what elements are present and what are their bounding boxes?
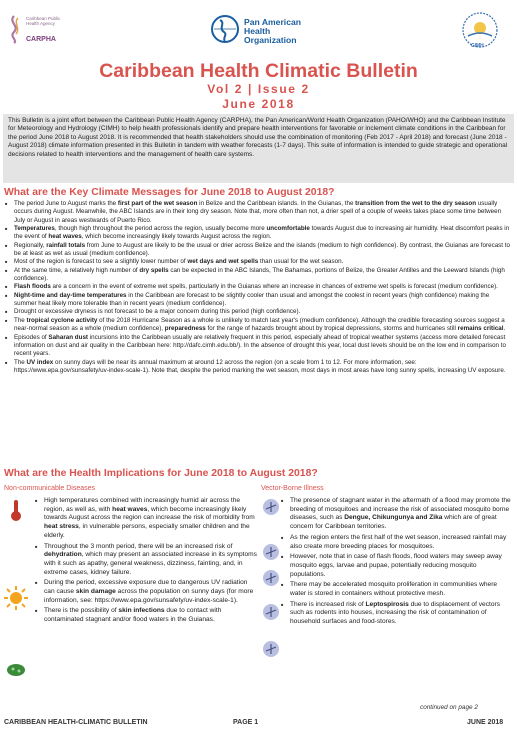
intro-box: This Bulletin is a joint effort between the Caribbean Public Health Agency (CARPHA), the Pan American/World Health Organization (PAHO/WHO) and the Caribbean Institute for Meteorology and Hydrology (CIMH) to help health professionals identify and prepare health interventions for favorable or inclement climate conditions in the Caribbean for the period June 2018 to August 2018. It is recommended that health stakeholders should use the combination of monitoring (Feb 2017 - April 2018) and forecast (June 2018 - August 2018) climate information presented in this Bulletin in tandem with weather forecasts (1-7 days). This suite of information is intended to guide strategic and operational decisions related to health interventions and the management of health care systems.	[3, 114, 514, 183]
list-item-text: During the period, excessive exposure due to dangerous UV radiation can cause	[44, 579, 248, 596]
emphasis-text: UV index	[26, 358, 54, 366]
list-item	[281, 497, 511, 532]
thermometer-icon	[7, 498, 25, 522]
emphasis-text: heat stress	[44, 523, 79, 531]
emphasis-text: heat waves	[48, 233, 82, 241]
emphasis-text: remains critical	[457, 325, 504, 333]
mosquito-icon	[262, 640, 280, 658]
list-item	[4, 292, 512, 309]
list-item-text: for the range of hazards brought about by tropical depressions, storms and hurricanes still	[205, 325, 458, 333]
list-item-text: The	[14, 316, 27, 324]
list-item-text: in the Caribbean are forecast to be slightly cooler than usual and amongst the coolest in recent years (high confidence) making the summer heat likely more tolerable than in recent years (medium confidence).	[14, 291, 490, 308]
mosquito-icon	[262, 543, 280, 561]
list-item-text: , which become increasingly likely towards August across the region.	[81, 233, 272, 241]
list-item	[35, 497, 257, 541]
emphasis-text: skin damage	[75, 588, 116, 596]
list-item-text: However, note that in case of flash floods, flood waters may sweep away mosquito eggs, larvae and pupae, potentially reducing mosquito populations.	[290, 553, 502, 578]
vbi-heading: Vector-Borne Illness	[261, 485, 324, 492]
list-item	[35, 579, 257, 605]
paho-name-line: Organization	[244, 35, 297, 45]
list-item-text: usually occurs during August. Meanwhile, the ABC Islands are in their long dry season. Note that, more often than not, a drier spell of a couple of weeks takes place some time between July or August in areas westwards of Puerto Rico.	[14, 200, 502, 224]
list-item-text: can be expected in the ABC Islands, The Bahamas, portions of Belize, the Greater Antilles and the Leeward Islands (high confidence).	[14, 266, 505, 283]
list-item	[4, 258, 512, 266]
list-item	[35, 543, 257, 578]
list-item-text: , though high throughout the period across the region, usually become more	[54, 225, 267, 233]
list-item-text: on sunny days will be near its annual maximum at around 12 across the region (on a scale from 1 to 12. For more information, see: https://www.epa.gov/sunsafety/uv-index-scale-1). Note that, despite the period marking the wet season, most days in most areas have long sunny spells, increasing UV exposure.	[14, 358, 506, 374]
list-item	[4, 200, 512, 225]
list-item-text: due to contact with contaminated stagnant and/or flood waters in the Guianas.	[44, 607, 222, 624]
list-item-text: Episodes of	[14, 333, 49, 341]
emphasis-text: dry spells	[139, 266, 169, 274]
cimh-acronym: CIMH	[471, 43, 484, 49]
emphasis-text: wet days and wet spells	[187, 258, 259, 266]
sun-icon	[4, 586, 28, 610]
footer-bulletin-name: CARIBBEAN HEALTH-CLIMATIC BULLETIN	[4, 719, 148, 726]
list-item-text: The presence of stagnant water in the aftermath of a flood may promote the breeding of mosquitoes and increase the risk of associated mosquito borne diseases, such as	[290, 497, 511, 522]
ncd-heading: Non-communicable Diseases	[4, 485, 96, 492]
list-item	[281, 553, 511, 579]
cimh-logo	[460, 10, 500, 54]
list-item	[35, 607, 257, 624]
list-item-text: due to displacement of vectors such as rodents into houses, increasing the risk of contamination of household surfaces and food-stores.	[290, 600, 500, 626]
emphasis-text: Saharan dust	[48, 333, 88, 341]
list-item-text: At the same time, a relatively high number of	[14, 266, 140, 274]
list-item	[4, 334, 512, 359]
list-item-text: of the 2018 Hurricane Season as a whole is unlikely to match last year's (medium confidence). Although the credible forecasting sources suggest a near-normal season as a whole (medium confidence),	[14, 316, 505, 333]
ncd-list	[35, 497, 257, 627]
list-item	[4, 242, 512, 259]
emphasis-text: Night-time and day-time temperatures	[14, 291, 127, 299]
list-item	[4, 317, 512, 334]
vbi-list	[281, 497, 511, 629]
list-item	[4, 267, 512, 284]
emphasis-text: Leptospirosis	[365, 600, 409, 608]
key-messages-list	[4, 200, 512, 375]
list-item-text: There is the possibility of	[44, 607, 119, 615]
list-item	[4, 359, 512, 376]
list-item-text: in Belize and the Caribbean islands. In the Guianas, the	[197, 200, 356, 207]
list-item-text: , which may present an associated increase in its symptoms with it such as apathy, general weakness, dizziness, fainting, and, in extreme cases, kidney failure.	[44, 551, 257, 576]
list-item-text: Drought or excessive dryness is not forecast to be a major concern during this period (high confidence).	[14, 308, 301, 316]
list-item	[281, 534, 511, 551]
carpha-logo	[6, 10, 106, 50]
emphasis-text: transition from the wet to the dry season	[355, 200, 477, 207]
mosquito-icon	[262, 569, 280, 587]
bacteria-icon	[5, 660, 27, 680]
mosquito-icon	[262, 603, 280, 621]
logo-bar	[0, 0, 517, 60]
paho-logo	[210, 14, 330, 48]
emphasis-text: skin infections	[118, 607, 165, 615]
health-implications-heading: What are the Health Implications for June 2018 to August 2018?	[4, 468, 318, 479]
emphasis-text: Temperatures	[14, 225, 55, 233]
emphasis-text: dehydration	[44, 551, 82, 559]
list-item	[4, 308, 512, 316]
emphasis-text: Dengue, Chikungunya and Zika	[344, 514, 443, 522]
list-item	[4, 283, 512, 291]
paho-name-line: Health	[244, 26, 271, 36]
issue-date: June 2018	[222, 97, 295, 111]
carpha-full-name: Caribbean Public Health Agency	[26, 16, 61, 26]
list-item-text: .	[503, 325, 506, 333]
emphasis-text: tropical cyclone activity	[26, 316, 98, 324]
key-messages-heading: What are the Key Climate Messages for June 2018 to August 2018?	[4, 187, 335, 198]
emphasis-text: preparedness	[164, 325, 206, 333]
list-item-text: , in vulnerable persons, especially smaller children and the elderly.	[44, 523, 250, 539]
carpha-acronym: CARPHA	[26, 36, 56, 43]
continued-note: continued on page 2	[420, 704, 478, 711]
list-item-text: than usual for the wet season.	[258, 258, 344, 266]
list-item-text: which are of great concern for Caribbean territories.	[290, 514, 497, 531]
list-item-text: towards August due to increasing air humidity. Heat discomfort peaks in the event of	[14, 225, 510, 241]
emphasis-text: rainfall totals	[46, 241, 86, 249]
list-item	[4, 225, 512, 242]
list-item-text: There is increased risk of	[290, 600, 366, 608]
footer-date: JUNE 2018	[467, 719, 504, 726]
list-item-text: from June to August are likely to be the usual or drier across Belize and the islands (medium to high confidence). By contrast, the Guianas are forecast to be at least as wet as usual (medium confidence).	[14, 241, 510, 258]
list-item-text: High temperatures combined with increasingly humid air across the region, as well as, with	[44, 497, 241, 513]
list-item-text: Most of the region is forecast to see a slightly lower number of	[14, 258, 188, 266]
list-item-text: are a concern in the event of extreme wet spells, particularly in the Guianas where an increase in chances of extreme wet spells is forecast (medium confidence).	[50, 283, 498, 291]
bulletin-title: Caribbean Health Climatic Bulletin	[99, 60, 418, 82]
list-item-text: , which become increasingly likely towards August across the region can increase the risk of morbidity from	[44, 505, 255, 522]
list-item-text: incursions into the Caribbean usually are relatively frequent in this period, especially ahead of tropical weather systems (access more detailed forecast information on dust and air quality in the Caribbean here: http://dafc.cimh.edu.bb/). In the absence of drought this year, local dust levels should be on the low end in comparison to recent years.	[14, 333, 506, 358]
list-item-text: The	[14, 358, 27, 366]
list-item-text: Regionally,	[14, 241, 47, 249]
footer-page-number: PAGE 1	[233, 719, 259, 726]
mosquito-icon	[262, 498, 280, 516]
emphasis-text: uncomfortable	[266, 225, 310, 233]
paho-name	[244, 18, 301, 45]
paho-name-line: Pan American	[244, 17, 301, 27]
emphasis-text: first part of the wet season	[117, 200, 198, 207]
emphasis-text: Flash floods	[14, 283, 51, 291]
list-item-text: Throughout the 3 month period, there will be an increased risk of	[44, 542, 233, 550]
list-item	[281, 601, 511, 627]
emphasis-text: heat waves	[112, 505, 148, 513]
list-item-text: As the region enters the first half of the wet season, increased rainfall may also create more breeding places for mosquitoes.	[290, 533, 507, 550]
list-item-text: There may be accelerated mosquito proliferation in communities where water is stored in containers without protective mesh.	[290, 581, 498, 598]
list-item	[281, 581, 511, 598]
list-item-text: across the population on sunny days (for more information, see: https://www.epa.gov/sunsafety/uv-index-scale-1).	[44, 588, 254, 604]
carpha-swirl-icon	[6, 14, 22, 44]
list-item-text: The period June to August marks the	[14, 200, 118, 207]
volume-issue: Vol 2 | Issue 2	[207, 82, 310, 96]
paho-globe-icon	[210, 14, 240, 44]
